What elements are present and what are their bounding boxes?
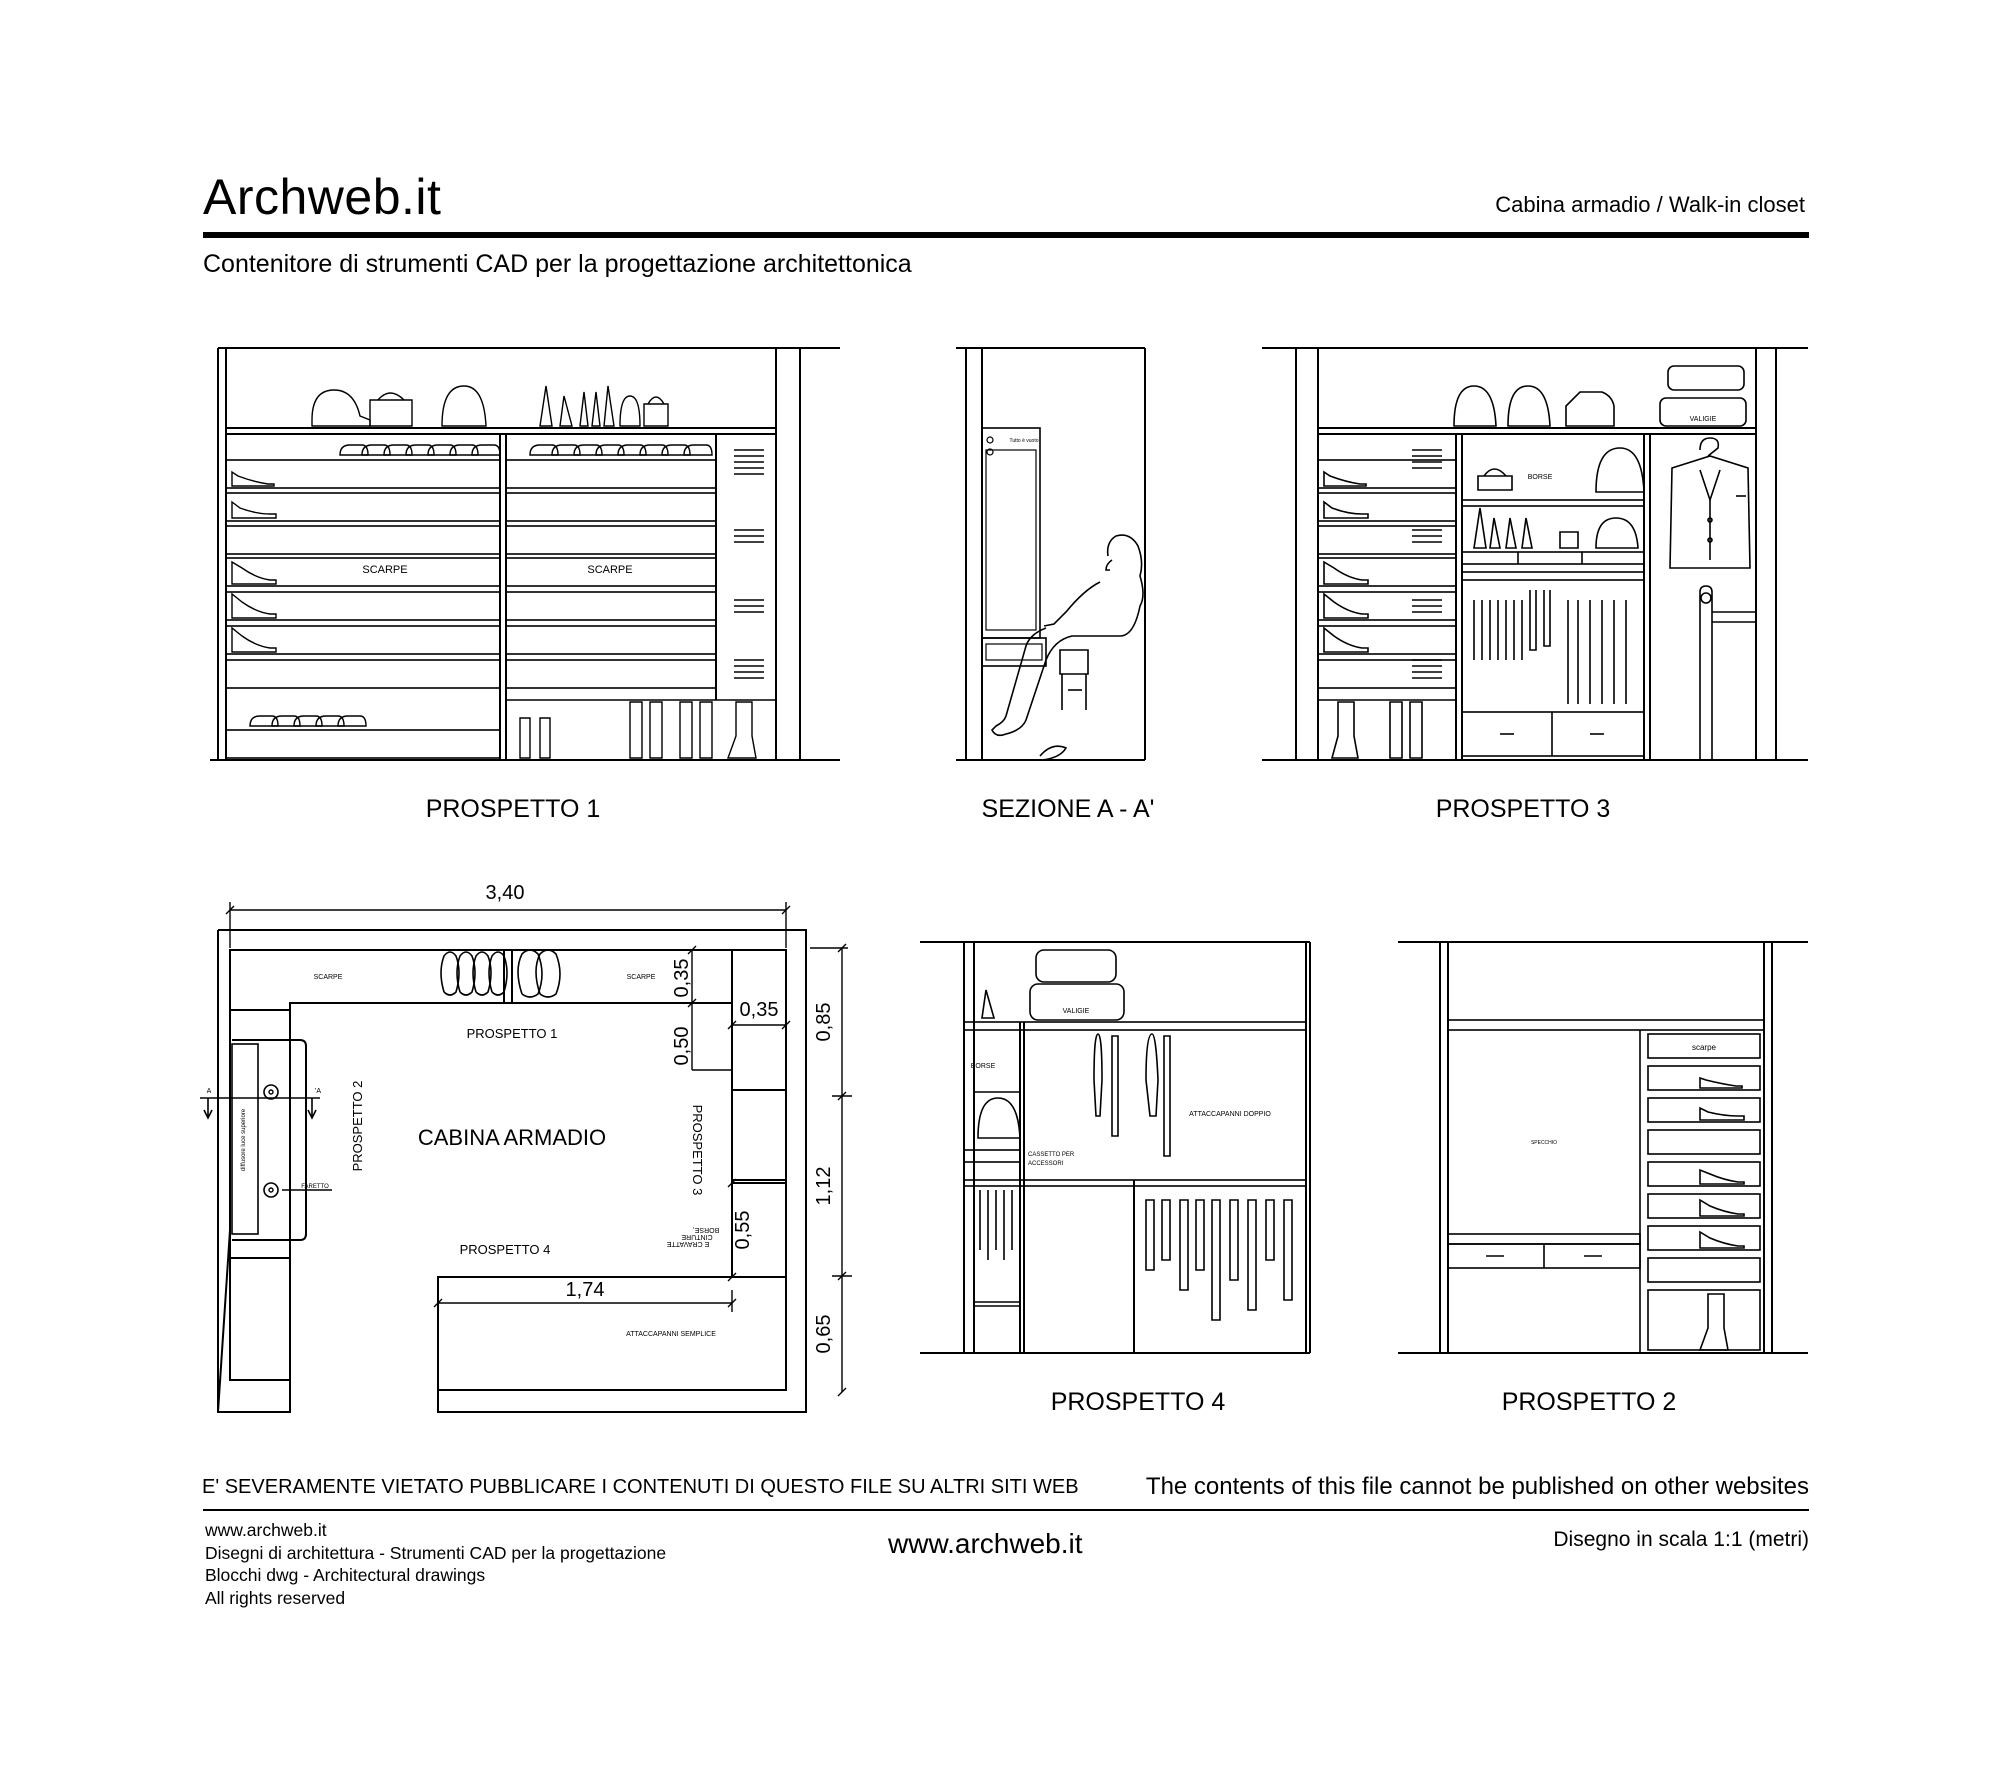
prospetto-1-label: PROSPETTO 1	[425, 795, 601, 823]
borse-cinture-2: CINTURE	[681, 1233, 713, 1240]
plan-scarpe-left: SCARPE	[313, 974, 343, 981]
dim-050: 0,50	[671, 1026, 693, 1066]
footer-line: Disegni di architettura - Strumenti CAD per la progettazione	[205, 1542, 667, 1563]
section-mark-a: A	[206, 1088, 212, 1095]
prospetto-1-elevation	[210, 348, 840, 760]
valigie-label: VALIGIE	[1062, 1008, 1090, 1015]
scarpe-label: SCARPE	[362, 564, 408, 576]
subtitle: Contenitore di strumenti CAD per la progettazione architettonica	[203, 250, 912, 278]
plan-prospetto-2: PROSPETTO 2	[350, 1080, 365, 1172]
room-label: CABINA ARMADIO	[417, 1125, 607, 1150]
floor-plan	[200, 882, 852, 1412]
plan-prospetto-3: PROSPETTO 3	[690, 1104, 705, 1196]
diffusore-label: diffusore luce superiore	[241, 1108, 247, 1172]
borse-cinture-3: E CRAVATTE	[666, 1240, 710, 1247]
prospetto-3-elevation	[1262, 348, 1808, 760]
dim-112: 1,12	[813, 1166, 835, 1206]
prospetto-2-label: PROSPETTO 2	[1501, 1388, 1677, 1416]
plan-prospetto-1: PROSPETTO 1	[466, 1026, 558, 1041]
plan-prospetto-4: PROSPETTO 4	[459, 1242, 551, 1257]
dim-174: 1,74	[565, 1279, 605, 1301]
dim-055: 0,55	[732, 1210, 754, 1250]
section-mark-a-prime: 'A	[314, 1088, 322, 1095]
footer-credits	[205, 1519, 666, 1609]
prospetto-3-label: PROSPETTO 3	[1435, 795, 1611, 823]
footer-rule	[203, 1509, 1809, 1511]
footer-line: www.archweb.it	[205, 1520, 327, 1540]
cassetto-label-1: CASSETTO PER	[1028, 1152, 1075, 1158]
sezione-a-a-section	[956, 348, 1145, 760]
footer-line: Blocchi dwg - Architectural drawings	[205, 1565, 486, 1585]
sezione-label: SEZIONE A - A'	[981, 795, 1155, 823]
borse-cinture-1: BORSE,	[692, 1226, 720, 1233]
scarpe-label: SCARPE	[587, 564, 633, 576]
prospetto-4-elevation	[920, 942, 1310, 1353]
cassetto-label-2: ACCESSORI	[1028, 1161, 1064, 1167]
faretto-label: FARETTO	[301, 1184, 329, 1190]
footer-line: All rights reserved	[205, 1587, 346, 1608]
dim-065: 0,65	[813, 1314, 835, 1354]
document-title: Cabina armadio / Walk-in closet	[1495, 192, 1805, 217]
dim-width: 3,40	[485, 882, 525, 904]
borse-label: BORSE	[1527, 474, 1553, 481]
specchio-label: SPECCHIO	[1530, 1140, 1558, 1146]
brand-logo: Archweb.it	[203, 169, 442, 225]
borse-label: BORSE	[970, 1063, 996, 1070]
scale-note: Disegno in scala 1:1 (metri)	[1553, 1528, 1809, 1551]
notice-italian: E' SEVERAMENTE VIETATO PUBBLICARE I CONTENUTI DI QUESTO FILE SU ALTRI SITI WEB	[202, 1476, 1079, 1498]
footer-url: www.archweb.it	[888, 1528, 1083, 1559]
prospetto-4-label: PROSPETTO 4	[1050, 1388, 1226, 1416]
plan-scarpe-right: SCARPE	[626, 974, 656, 981]
dim-035-vertical: 0,35	[671, 958, 693, 998]
dim-085: 0,85	[813, 1002, 835, 1042]
scarpe-label: scarpe	[1691, 1043, 1717, 1052]
dim-035-horizontal: 0,35	[739, 999, 779, 1021]
attaccapanni-semplice-label: ATTACCAPANNI SEMPLICE	[626, 1331, 716, 1338]
notice-english: The contents of this file cannot be published on other websites	[1145, 1473, 1809, 1500]
valigie-label: VALIGIE	[1689, 416, 1717, 423]
tutto-e-vuoto-label: Tutto è vuoto	[1009, 438, 1039, 444]
prospetto-2-elevation	[1398, 942, 1808, 1353]
attaccapanni-doppio-label: ATTACCAPANNI DOPPIO	[1189, 1111, 1271, 1118]
